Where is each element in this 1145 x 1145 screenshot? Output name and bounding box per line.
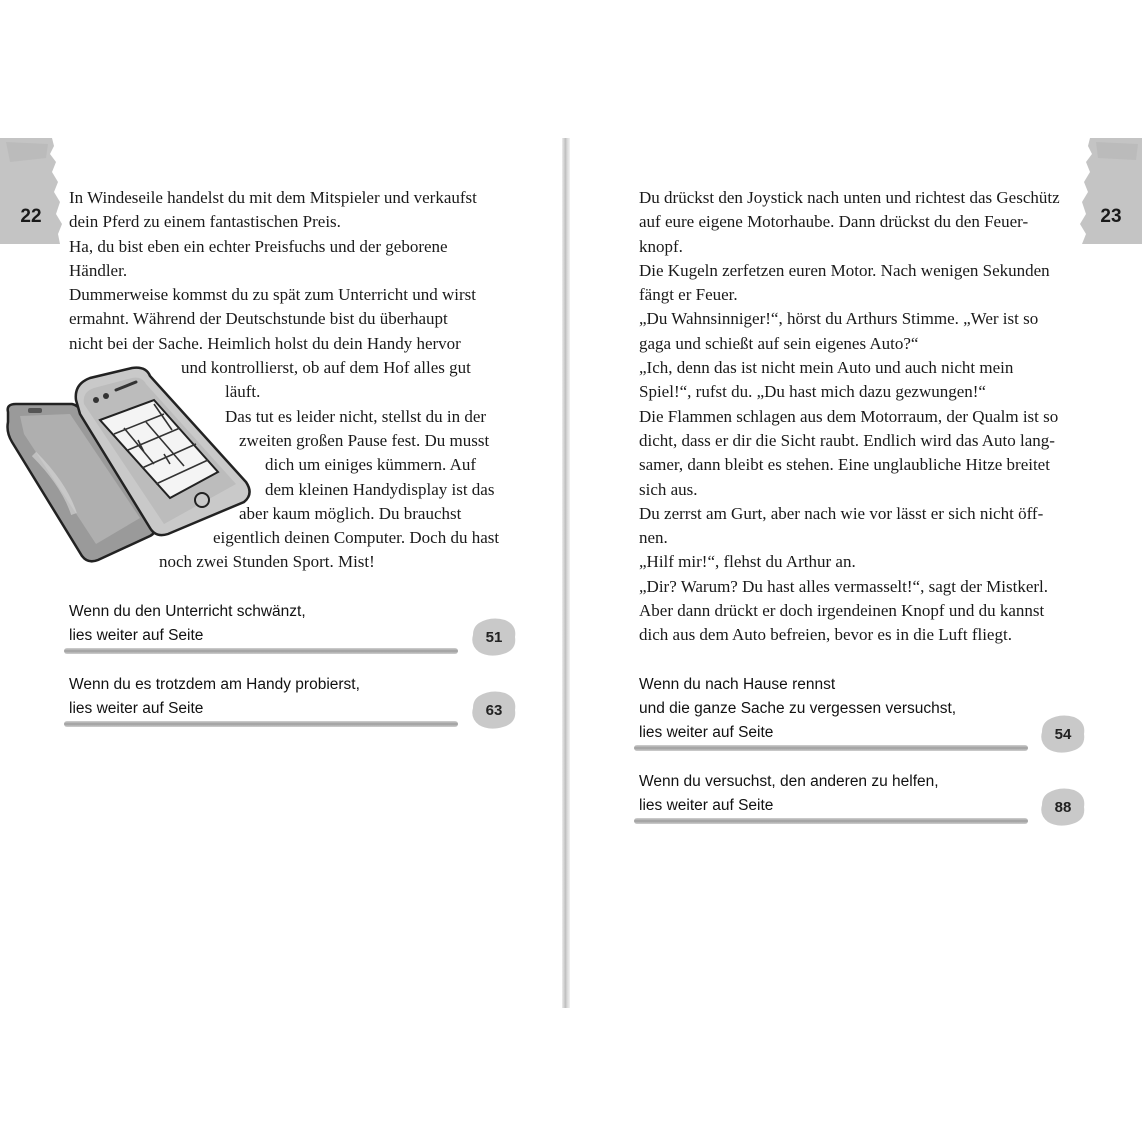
choice-text: Wenn du versuchst, den anderen zu helfen, — [639, 773, 939, 790]
choice-underline — [634, 745, 1028, 751]
text-line: dich aus dem Auto befreien, bevor es in die Luft fliegt. — [639, 625, 1012, 645]
text-line: dicht, dass er dir die Sicht raubt. Endlich wird das Auto lang- — [639, 430, 1055, 450]
right-page-body-text — [639, 186, 1072, 648]
text-line: nen. — [639, 528, 668, 548]
choice-text: lies weiter auf Seite — [69, 700, 204, 717]
choice-underline — [634, 818, 1028, 824]
page-link-badge[interactable] — [1040, 714, 1086, 754]
text-line: auf eure eigene Motorhaube. Dann drückst du den Feuer- — [639, 212, 1029, 232]
text-line: sich aus. — [639, 479, 698, 499]
text-line: Das tut es leider nicht, stellst du in der — [225, 406, 487, 426]
text-line: „Du Wahnsinniger!“, hörst du Arthurs Stimme. „Wer ist so — [639, 309, 1039, 329]
book-spine — [562, 138, 570, 1008]
choice-underline — [64, 648, 458, 654]
choice-text: Wenn du es trotzdem am Handy probierst, — [69, 676, 360, 693]
page-number: 23 — [1100, 206, 1122, 227]
text-line: dem kleinen Handydisplay ist das — [265, 479, 495, 499]
page-link-number: 54 — [1054, 725, 1072, 743]
text-line: Händler. — [69, 260, 128, 280]
text-line: fängt er Feuer. — [639, 285, 738, 305]
page-link-badge[interactable] — [471, 617, 517, 657]
page-link-badge[interactable] — [1040, 787, 1086, 827]
text-line: „Dir? Warum? Du hast alles vermasselt!“, sagt der Mistkerl. — [639, 576, 1049, 596]
text-line: noch zwei Stunden Sport. Mist! — [159, 552, 375, 572]
text-line: ermahnt. Während der Deutschstunde bist du überhaupt — [69, 309, 448, 329]
choice-underline — [64, 721, 458, 727]
choice-text: lies weiter auf Seite — [639, 797, 774, 814]
text-line: dein Pferd zu einem fantastischen Preis. — [69, 212, 341, 232]
text-line: dich um einiges kümmern. Auf — [265, 455, 477, 475]
choice-right-2[interactable] — [639, 770, 939, 818]
text-line: und kontrollierst, ob auf dem Hof alles gut — [181, 358, 471, 378]
choice-text: lies weiter auf Seite — [639, 724, 774, 741]
text-line: „Hilf mir!“, flehst du Arthur an. — [639, 552, 856, 572]
page-number-tab-left — [0, 138, 62, 244]
text-line: Die Kugeln zerfetzen euren Motor. Nach wenigen Sekunden — [639, 260, 1050, 280]
smartphone-with-flip-cover-icon — [4, 364, 254, 574]
text-line: Ha, du bist eben ein echter Preisfuchs und der geborene — [69, 236, 448, 256]
choice-text: Wenn du den Unterricht schwänzt, — [69, 603, 306, 620]
text-line: In Windeseile handelst du mit dem Mitspieler und verkaufst — [69, 188, 477, 207]
text-line: Dummerweise kommst du zu spät zum Unterricht und wirst — [69, 285, 476, 305]
choice-left-1[interactable] — [69, 600, 306, 648]
page-link-badge[interactable] — [471, 690, 517, 730]
choice-right-1[interactable] — [639, 673, 956, 745]
text-line: Aber dann drückt er doch irgendeinen Knopf und du kannst — [639, 601, 1045, 621]
text-line: Die Flammen schlagen aus dem Motorraum, der Qualm ist so — [639, 406, 1059, 426]
choice-text: Wenn du nach Hause rennst — [639, 676, 836, 693]
choice-left-2[interactable] — [69, 673, 360, 721]
text-line: läuft. — [225, 382, 261, 402]
text-line: zweiten großen Pause fest. Du musst — [239, 430, 490, 450]
text-line: knopf. — [639, 236, 683, 256]
text-line: Spiel!“, rufst du. „Du hast mich dazu gezwungen!“ — [639, 382, 986, 402]
choice-text: und die ganze Sache zu vergessen versuchst, — [639, 700, 957, 717]
torn-paper-tab-shape — [1080, 138, 1142, 244]
page-link-number: 63 — [485, 701, 503, 719]
text-line: gaga und schießt auf sein eigenes Auto?“ — [639, 333, 919, 353]
text-line: Du drückst den Joystick nach unten und richtest das Geschütz — [639, 188, 1060, 207]
text-line: Du zerrst am Gurt, aber nach wie vor lässt er sich nicht öff- — [639, 503, 1044, 523]
text-line: „Ich, denn das ist nicht mein Auto und auch nicht mein — [639, 358, 1014, 378]
text-line: nicht bei der Sache. Heimlich holst du dein Handy hervor — [69, 333, 461, 353]
page-number-tab-right — [1080, 138, 1142, 244]
page-link-number: 88 — [1054, 798, 1072, 816]
text-line: samer, dann bleibt es stehen. Eine unglaubliche Hitze breitet — [639, 455, 1050, 475]
torn-paper-tab-shape — [0, 138, 62, 244]
page-number: 22 — [20, 206, 42, 227]
text-line: eigentlich deinen Computer. Doch du hast — [213, 528, 500, 548]
text-line: aber kaum möglich. Du brauchst — [239, 503, 462, 523]
page-link-number: 51 — [485, 628, 503, 646]
choice-text: lies weiter auf Seite — [69, 627, 204, 644]
